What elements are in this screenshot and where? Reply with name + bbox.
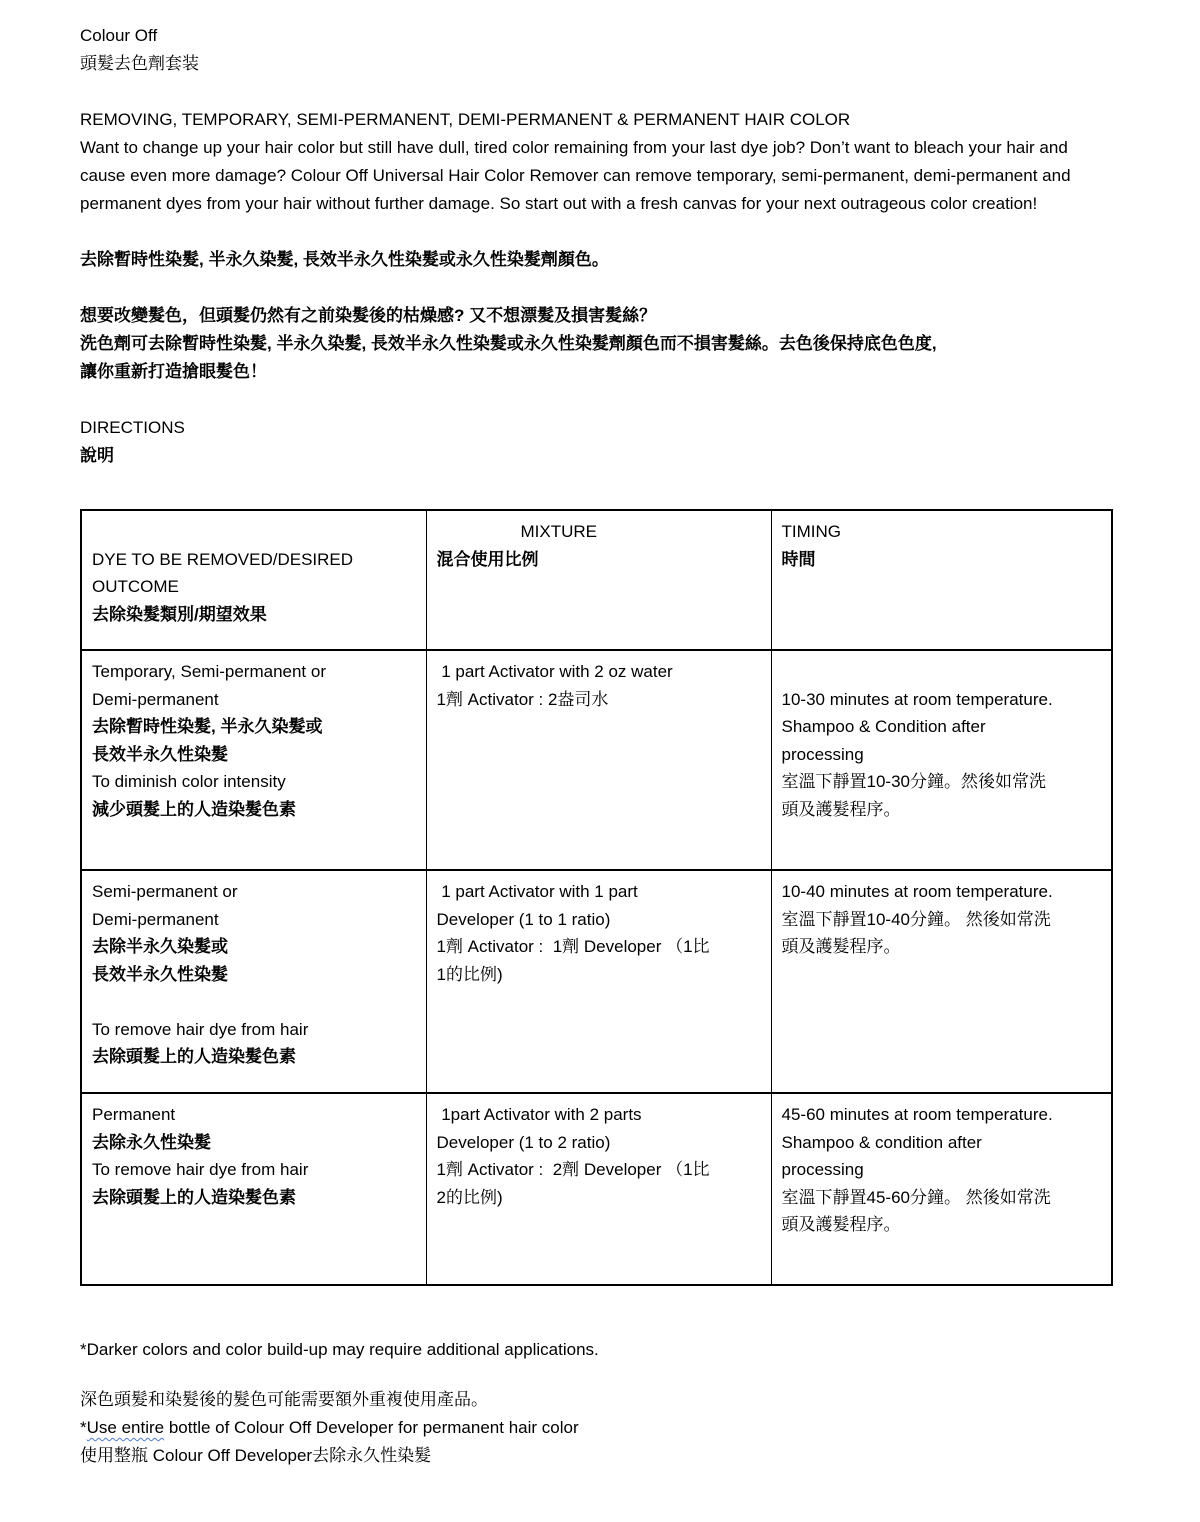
table-line: To diminish color intensity: [92, 772, 286, 791]
table-cell: [771, 510, 1112, 650]
spellcheck-underlined-text: Use entire: [86, 1418, 165, 1437]
footnote-darker-colors-zh: 深色頭髮和染髮後的髮色可能需要額外重複使用產品。: [80, 1390, 488, 1409]
table-line: 1 part Activator with 1 part: [436, 882, 638, 901]
table-line: 去除半永久染髮或: [92, 937, 228, 956]
table-line: 10-30 minutes at room temperature.: [781, 689, 1053, 709]
table-line: 時間: [781, 549, 816, 569]
table-cell: [81, 870, 426, 1093]
table-line: 去除永久性染髮: [92, 1132, 211, 1152]
intro-zh-line1: 去除暫時性染髮, 半永久染髮, 長效半永久性染髮或永久性染髮劑顏色。: [80, 250, 609, 269]
table-line: OUTCOME: [92, 577, 179, 596]
directions-heading-en: DIRECTIONS: [80, 418, 185, 437]
table-line: [92, 518, 418, 546]
table-line: Temporary, Semi-permanent or: [92, 662, 326, 681]
intro-paragraph: Want to change up your hair color but still have dull, tired color remaining from your last dye job? Don’t want to bleach your hair and cause even more damage? Colour Off Universal Hair Color Remover can remove temporary, semi-permanent, demi-permanent and permanent dyes from your hair without further damage. So start out with a fresh canvas for your next outrageous color creation!: [80, 138, 1071, 213]
table-cell: [771, 1093, 1112, 1285]
table-line: 1的比例): [436, 964, 503, 984]
product-title-en: Colour Off: [80, 26, 158, 45]
footnote-use-entire-zh: 使用整瓶 Colour Off Developer去除永久性染髮: [80, 1446, 432, 1465]
table-line: 頭及護髮程序。: [781, 937, 901, 956]
directions-table-body: [81, 510, 1112, 1285]
footnotes: [80, 1336, 1130, 1470]
table-cell: [426, 510, 771, 650]
table-line: [92, 988, 418, 1016]
table-line: 去除頭髮上的人造染髮色素: [92, 1047, 296, 1066]
table-line: 室溫下靜置10-30分鐘。然後如常洗: [781, 772, 1046, 791]
table-line: 室溫下靜置10-40分鐘。 然後如常洗: [781, 909, 1051, 929]
table-line: Shampoo & condition after: [781, 1132, 982, 1152]
table-line: Demi-permanent: [92, 909, 219, 929]
footnote-darker-colors: *Darker colors and color build-up may require additional applications.: [80, 1340, 599, 1359]
table-row: [81, 1093, 1112, 1285]
table-line: processing: [781, 1160, 864, 1179]
footnote-use-entire-rest: bottle of Colour Off Developer for permanent hair color: [164, 1418, 579, 1437]
table-line: Developer (1 to 2 ratio): [436, 1132, 611, 1152]
intro-zh-line3: 洗色劑可去除暫時性染髮, 半永久染髮, 長效半永久性染髮或永久性染髮劑顏色而不損害髮絲。去色後保持底色色度,: [80, 334, 937, 353]
table-line: MIXTURE: [520, 522, 597, 541]
footnote-use-entire: [80, 1414, 1130, 1442]
table-line: To remove hair dye from hair: [92, 1160, 309, 1179]
intro-zh-line4: 讓你重新打造搶眼髮色！: [80, 362, 267, 381]
table-line: 45-60 minutes at room temperature.: [781, 1105, 1053, 1124]
table-cell: [81, 650, 426, 870]
table-cell: [771, 650, 1112, 870]
table-cell: [426, 870, 771, 1093]
table-cell: [81, 1093, 426, 1285]
footnote-asterisk: *: [80, 1418, 87, 1437]
table-line: TIMING: [781, 522, 841, 541]
product-title-zh: 頭髮去色劑套装: [80, 54, 199, 73]
table-line: 頭及護髮程序。: [781, 1215, 901, 1234]
table-line: Shampoo & Condition after: [781, 717, 986, 736]
table-line: 2的比例): [436, 1187, 503, 1207]
table-line: 混合使用比例: [436, 549, 539, 569]
table-line: 1劑 Activator : 2劑 Developer （1比: [436, 1160, 710, 1179]
table-line: Developer (1 to 1 ratio): [436, 909, 611, 929]
table-line: 去除頭髮上的人造染髮色素: [92, 1187, 296, 1207]
table-row: [81, 650, 1112, 870]
table-row: [81, 870, 1112, 1093]
table-line: DYE TO BE REMOVED/DESIRED: [92, 549, 354, 569]
table-line: [782, 658, 1104, 686]
table-line: To remove hair dye from hair: [92, 1019, 309, 1039]
table-line: Demi-permanent: [92, 689, 219, 709]
directions-heading-zh: 說明: [80, 446, 114, 465]
table-line: Semi-permanent or: [92, 882, 238, 901]
intro-heading: REMOVING, TEMPORARY, SEMI-PERMANENT, DEMI-PERMANENT & PERMANENT HAIR COLOR: [80, 110, 851, 129]
table-cell: [426, 650, 771, 870]
table-line: Permanent: [92, 1105, 176, 1124]
table-line: 去除染髮類別/期望效果: [92, 604, 267, 624]
table-cell: [81, 510, 426, 650]
table-line: 減少頭髮上的人造染髮色素: [92, 799, 296, 819]
table-line: 10-40 minutes at room temperature.: [781, 882, 1053, 901]
table-line: 長效半永久性染髮: [92, 964, 228, 984]
table-line: 去除暫時性染髮, 半永久染髮或: [92, 717, 323, 736]
table-line: 長效半永久性染髮: [92, 744, 228, 764]
table-line: 1part Activator with 2 parts: [436, 1105, 642, 1124]
table-line: 1 part Activator with 2 oz water: [436, 662, 673, 681]
table-line: processing: [781, 744, 864, 764]
table-cell: [771, 870, 1112, 1093]
table-cell: [426, 1093, 771, 1285]
table-line: 1劑 Activator : 1劑 Developer （1比: [436, 937, 710, 956]
table-line: 頭及護髮程序。: [781, 799, 901, 819]
table-line: 1劑 Activator : 2盎司水: [436, 689, 609, 709]
table-line: 室溫下靜置45-60分鐘。 然後如常洗: [781, 1187, 1051, 1207]
table-row: [81, 510, 1112, 650]
directions-table: [80, 509, 1113, 1286]
intro-zh-line2: 想要改變髮色，但頭髮仍然有之前染髮後的枯燥感? 又不想漂髮及損害髮絲？: [80, 306, 657, 325]
